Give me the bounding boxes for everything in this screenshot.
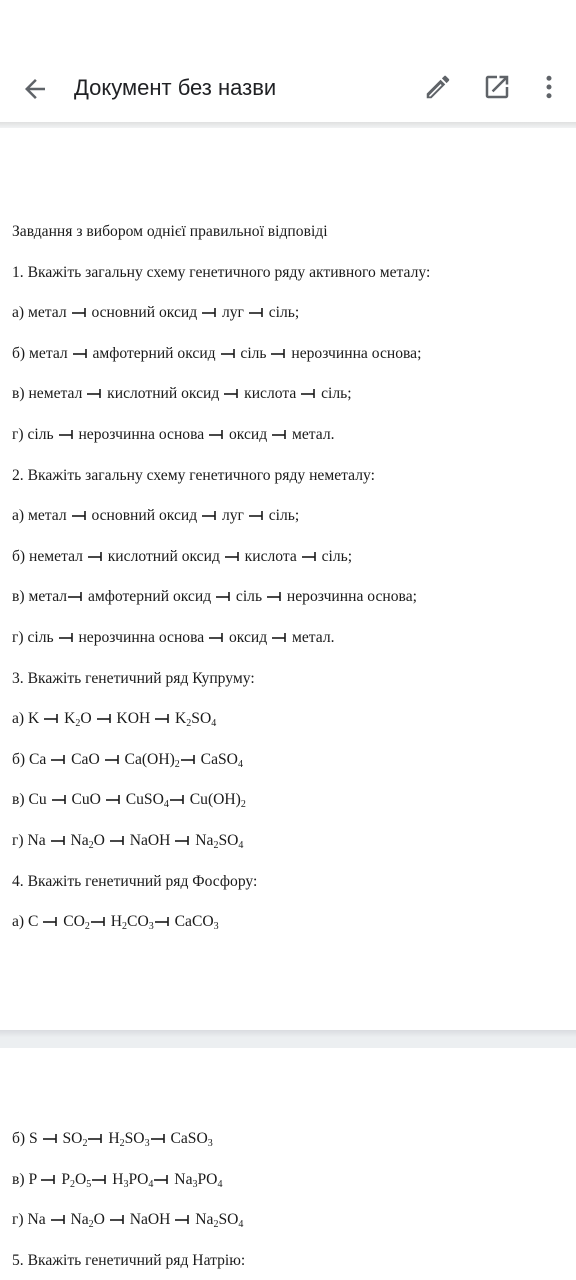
doc-line: в) неметал кислотний оксид кислота сіль; [12, 385, 352, 403]
arrow-right-icon [59, 631, 74, 643]
arrow-right-icon [51, 1213, 66, 1225]
arrow-right-icon [181, 753, 196, 765]
doc-line: г) Na $Na_2O$ NaOH $Na_2SO_4$ [12, 832, 244, 851]
arrow-right-icon [91, 915, 106, 927]
arrow-right-icon [216, 590, 231, 602]
arrow-right-icon [175, 834, 190, 846]
doc-line: в) метал амфотерний оксид сіль нерозчинна основа; [12, 588, 417, 606]
arrow-right-icon [88, 550, 103, 562]
open-in-new-icon[interactable] [482, 72, 512, 102]
arrow-right-icon [92, 1173, 107, 1185]
doc-line: в) Cu CuO CuSO$_4$ $Cu(OH)_2$ [12, 791, 246, 811]
doc-line: б) S $SO_2$ $H_2SO_3$ CaSO$_3$ [12, 1130, 213, 1149]
arrow-right-icon [225, 550, 240, 562]
arrow-right-icon [97, 712, 112, 724]
arrow-right-icon [51, 753, 66, 765]
arrow-right-icon [202, 306, 217, 318]
arrow-right-icon [43, 1132, 58, 1144]
doc-line: б) метал амфотерний оксид сіль нерозчинна основа; [12, 344, 422, 362]
arrow-right-icon [272, 631, 287, 643]
doc-line: а) метал основний оксид луг сіль; [12, 304, 300, 322]
arrow-right-icon [44, 712, 59, 724]
arrow-right-icon [88, 1132, 103, 1144]
doc-line: б) Ca CaO $Ca(OH)_2$ CaSO$_4$ [12, 750, 243, 770]
arrow-right-icon [249, 306, 264, 318]
arrow-right-icon [87, 387, 102, 399]
arrow-right-icon [106, 793, 121, 805]
arrow-right-icon [175, 1213, 190, 1225]
arrow-right-icon [43, 915, 58, 927]
document-title: Документ без назви [74, 75, 277, 100]
arrow-left-icon[interactable] [20, 74, 50, 104]
arrow-right-icon [72, 509, 87, 521]
doc-line: г) сіль нерозчинна основа оксид метал. [12, 629, 335, 646]
doc-line: г) сіль нерозчинна основа оксид метал. [12, 426, 335, 443]
doc-line: а) метал основний оксид луг сіль; [12, 507, 300, 525]
arrow-right-icon [41, 1173, 56, 1185]
arrow-right-icon [267, 590, 282, 602]
arrow-right-icon [105, 753, 120, 765]
arrow-right-icon [151, 1132, 166, 1144]
arrow-right-icon [110, 1213, 125, 1225]
arrow-right-icon [272, 428, 287, 440]
arrow-right-icon [224, 387, 239, 399]
arrow-right-icon [155, 915, 170, 927]
arrow-right-icon [155, 712, 170, 724]
arrow-right-icon [301, 387, 316, 399]
more-vert-icon[interactable] [534, 72, 564, 102]
arrow-right-icon [51, 834, 66, 846]
doc-line: б) неметал кислотний оксид кислота сіль; [12, 547, 353, 565]
doc-line: 4. Вкажіть генетичний ряд Фосфору: [12, 872, 258, 890]
arrow-right-icon [52, 793, 67, 805]
arrow-right-icon [59, 428, 74, 440]
doc-line: а) C $CO_2$ $H_2CO_3$ CaCO$_3$ [12, 913, 219, 933]
doc-line: 1. Вкажіть загальну схему генетичного ряду активного металу: [12, 263, 431, 281]
document-page-2[interactable] [0, 1048, 576, 1280]
doc-line: 5. Вкажіть генетичний ряд Натрію: [12, 1251, 246, 1269]
arrow-right-icon [249, 509, 264, 521]
doc-line: в) P $P_2O_5$ $H_3PO_4$ $Na_3PO_4$ [12, 1170, 223, 1190]
doc-line: Завдання з вибором однієї правильної відповіді [12, 223, 328, 240]
arrow-right-icon [221, 347, 236, 359]
pencil-icon[interactable] [423, 72, 453, 102]
arrow-right-icon [68, 590, 83, 602]
arrow-right-icon [302, 550, 317, 562]
arrow-right-icon [170, 793, 185, 805]
doc-line: а) K $K_2O$ KOH $K_2SO_4$ [12, 710, 217, 730]
app-bar [0, 0, 576, 122]
document-page-1[interactable] [0, 128, 576, 1030]
arrow-right-icon [202, 509, 217, 521]
arrow-right-icon [271, 347, 286, 359]
arrow-right-icon [154, 1173, 169, 1185]
arrow-right-icon [73, 347, 88, 359]
doc-line: 2. Вкажіть загальну схему генетичного ряду неметалу: [12, 466, 375, 484]
arrow-right-icon [72, 306, 87, 318]
arrow-right-icon [110, 834, 125, 846]
page-break [0, 1030, 576, 1048]
doc-line: г) Na $Na_2O$ NaOH $Na_2SO_4$ [12, 1211, 244, 1231]
doc-line: 3. Вкажіть генетичний ряд Купруму: [12, 669, 255, 687]
arrow-right-icon [209, 631, 224, 643]
arrow-right-icon [209, 428, 224, 440]
